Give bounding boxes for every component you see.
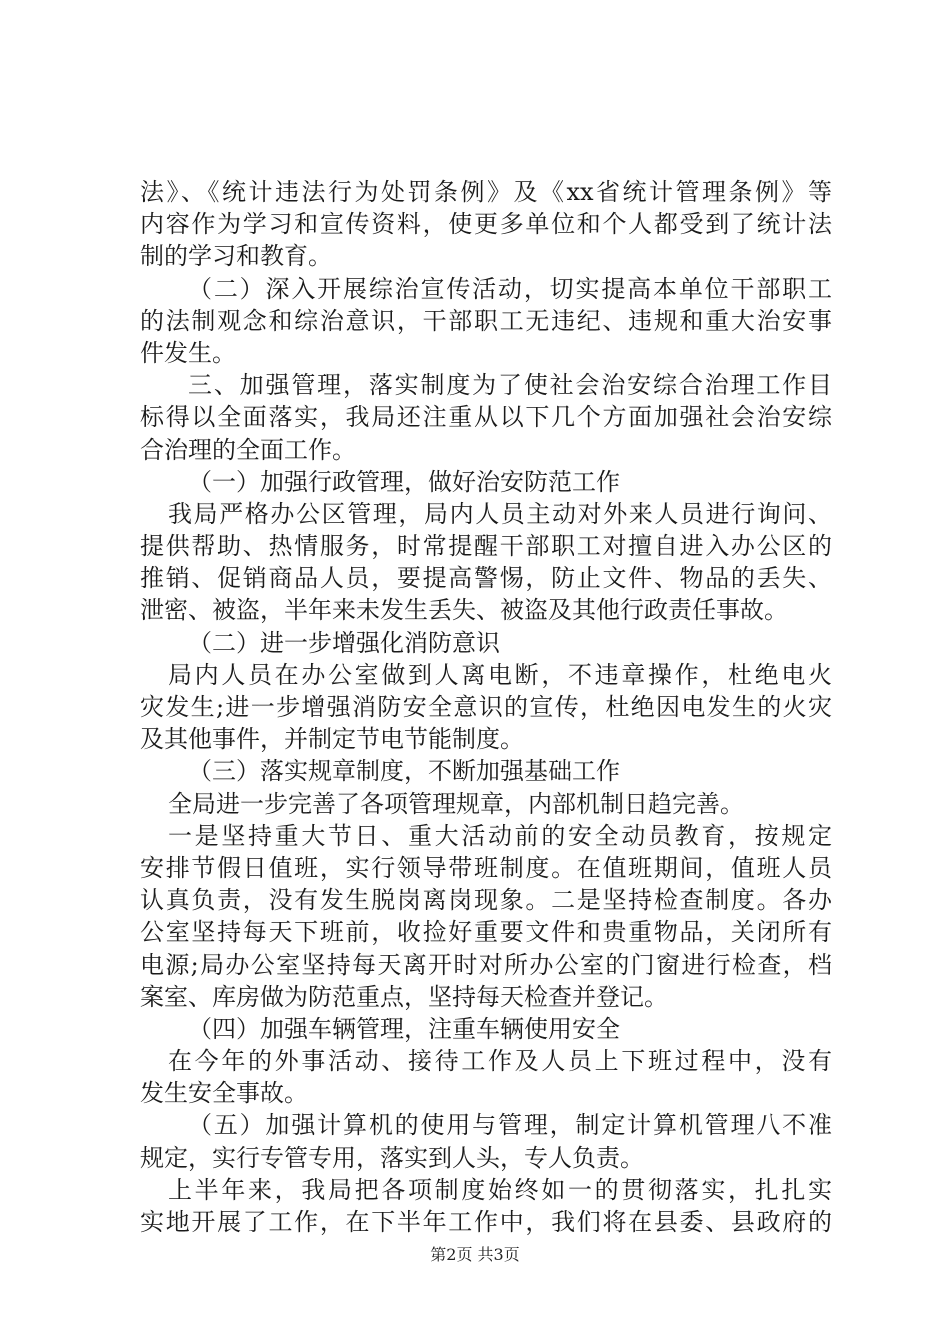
text-line: （二）进一步增强化消防意识 xyxy=(188,628,500,657)
text-line: 件发生。 xyxy=(140,338,236,367)
text-line: 安排节假日值班，实行领导带班制度。在值班期间，值班人员 xyxy=(140,853,832,882)
text-line: 全局进一步完善了各项管理规章，内部机制日趋完善。 xyxy=(168,789,744,818)
text-line: 局内人员在办公室做到人离电断，不违章操作，杜绝电火 xyxy=(168,660,832,689)
text-line: 一是坚持重大节日、重大活动前的安全动员教育，按规定 xyxy=(168,821,832,850)
text-line: 制的学习和教育。 xyxy=(140,242,332,271)
text-line: 电源;局办公室坚持每天离开时对所办公室的门窗进行检查，档 xyxy=(140,950,832,979)
text-line: 认真负责，没有发生脱岗离岗现象。二是坚持检查制度。各办 xyxy=(140,886,832,915)
text-line: 在今年的外事活动、接待工作及人员上下班过程中，没有 xyxy=(168,1047,832,1076)
text-line: 及其他事件，并制定节电节能制度。 xyxy=(140,725,524,754)
text-line: （五）加强计算机的使用与管理，制定计算机管理八不准 xyxy=(188,1111,832,1140)
text-line: 推销、促销商品人员，要提高警惕，防止文件、物品的丢失、 xyxy=(140,564,832,593)
text-line: （二）深入开展综治宣传活动，切实提高本单位干部职工 xyxy=(188,274,832,303)
text-line: 泄密、被盗，半年来未发生丢失、被盗及其他行政责任事故。 xyxy=(140,596,788,625)
text-line: 的法制观念和综治意识，干部职工无违纪、违规和重大治安事 xyxy=(140,306,832,335)
text-line: （四）加强车辆管理，注重车辆使用安全 xyxy=(188,1014,620,1043)
text-line: 标得以全面落实，我局还注重从以下几个方面加强社会治安综 xyxy=(140,403,832,432)
text-line: 实地开展了工作，在下半年工作中，我们将在县委、县政府的 xyxy=(140,1208,832,1236)
text-line: 合治理的全面工作。 xyxy=(140,435,356,464)
text-line: 公室坚持每天下班前，收捡好重要文件和贵重物品，关闭所有 xyxy=(140,918,832,947)
text-line: 灾发生;进一步增强消防安全意识的宣传，杜绝因电发生的火灾 xyxy=(140,693,832,721)
text-line: 发生安全事故。 xyxy=(140,1079,308,1108)
text-line: 规定，实行专管专用，落实到人头，专人负责。 xyxy=(140,1143,644,1172)
text-line: 我局严格办公区管理，局内人员主动对外来人员进行询问、 xyxy=(168,499,832,528)
text-line: 内容作为学习和宣传资料，使更多单位和个人都受到了统计法 xyxy=(140,210,832,239)
document-body xyxy=(140,176,832,1238)
text-line: 三、加强管理，落实制度为了使社会治安综合治理工作目 xyxy=(188,371,832,400)
text-line: （三）落实规章制度，不断加强基础工作 xyxy=(188,757,620,786)
text-line: 提供帮助、热情服务，时常提醒干部职工对擅自进入办公区的 xyxy=(140,532,832,561)
page-footer: 第2页 共3页 xyxy=(430,1245,520,1264)
text-line: 案室、库房做为防范重点，坚持每天检查并登记。 xyxy=(140,982,668,1011)
text-line: 法》、《统计违法行为处罚条例》及《xx省统计管理条例》等 xyxy=(140,178,832,206)
text-line: 上半年来，我局把各项制度始终如一的贯彻落实，扎扎实 xyxy=(168,1175,832,1204)
text-line: （一）加强行政管理，做好治安防范工作 xyxy=(188,467,620,496)
